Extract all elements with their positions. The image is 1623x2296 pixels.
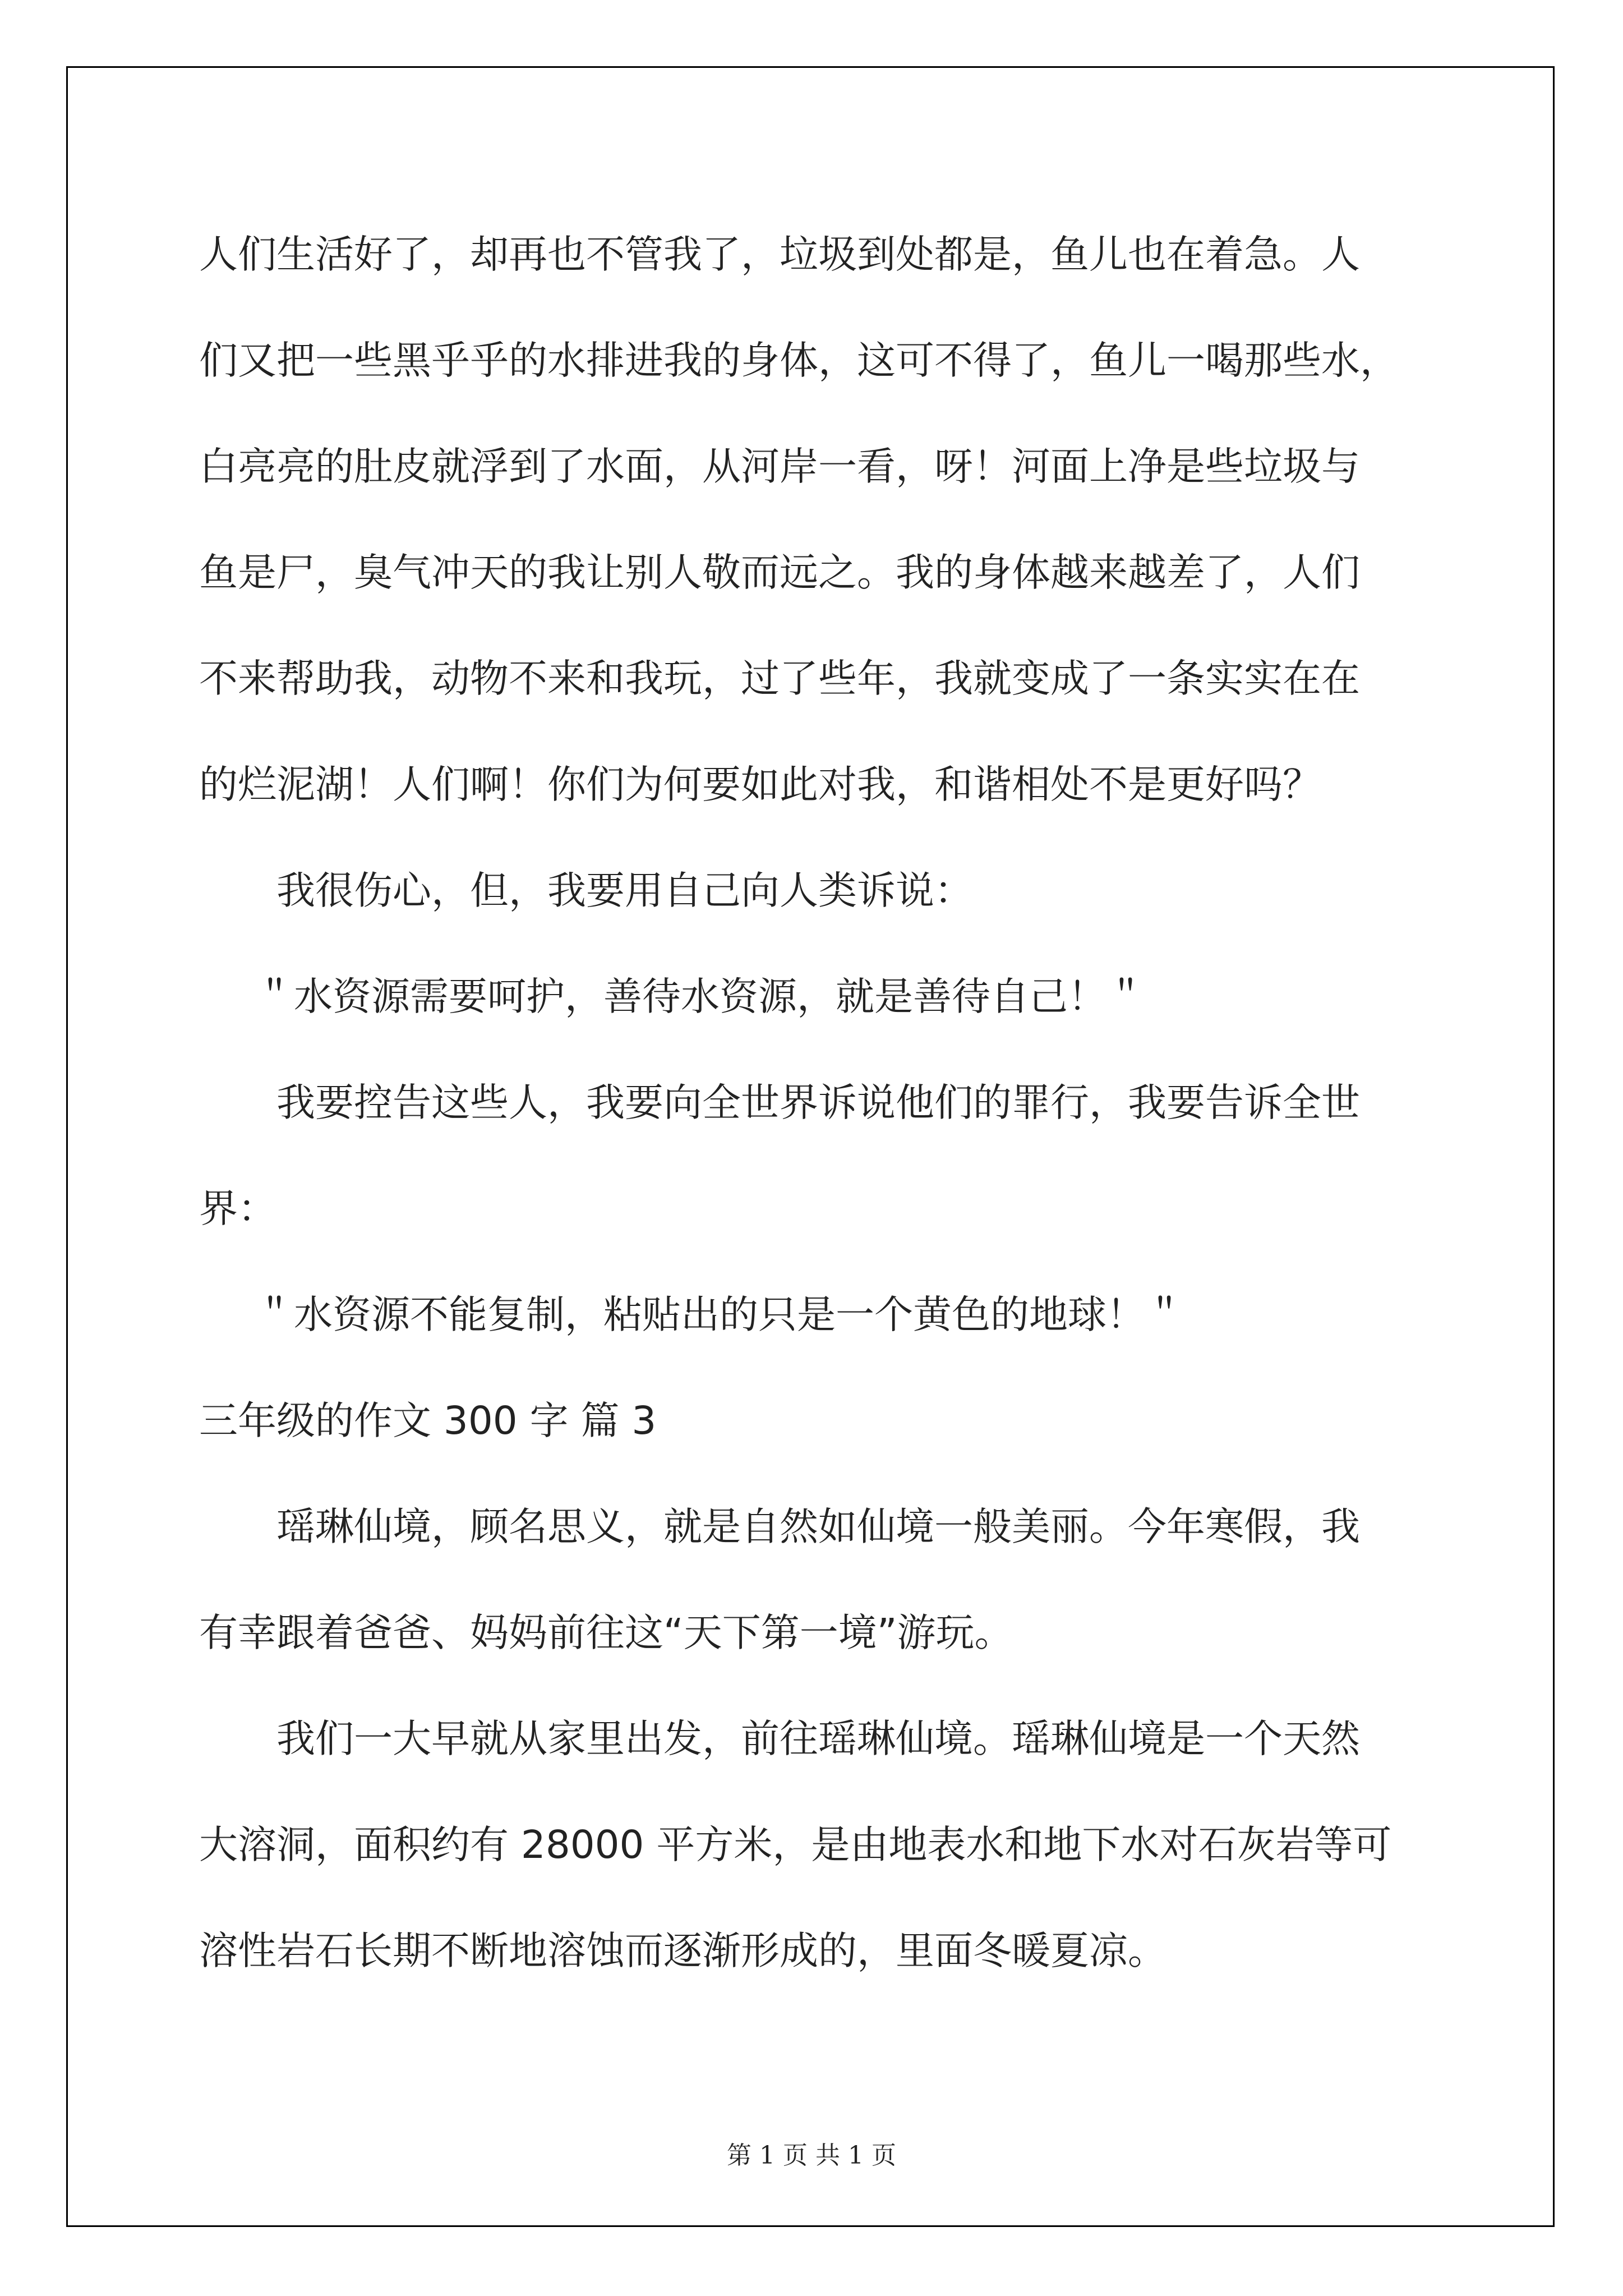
- text-line: 人们生活好了，却再也不管我了，垃圾到处都是，鱼儿也在着急。人: [199, 232, 1360, 277]
- document-body: [199, 202, 1433, 2004]
- text-line: 白亮亮的肚皮就浮到了水面，从河岸一看，呀！河面上净是些垃圾与: [199, 444, 1360, 489]
- text-line: 我们一大早就从家里出发，前往瑶琳仙境。瑶琳仙境是一个天然: [276, 1717, 1360, 1761]
- section-heading: 三年级的作文 300 字 篇 3: [199, 1398, 657, 1443]
- quote-line: ＂水资源需要呵护，善待水资源，就是善待自己！＂: [255, 974, 1145, 1019]
- quote-line: ＂水资源不能复制，粘贴出的只是一个黄色的地球！＂: [255, 1292, 1184, 1337]
- text-line: 的烂泥湖！人们啊！你们为何要如此对我，和谐相处不是更好吗？: [199, 762, 1321, 807]
- text-line: 溶性岩石长期不断地溶蚀而逐渐形成的，里面冬暖夏凉。: [199, 1929, 1166, 1973]
- text-line: 瑶琳仙境，顾名思义，就是自然如仙境一般美丽。今年寒假，我: [276, 1504, 1360, 1549]
- text-line: 有幸跟着爸爸、妈妈前往这“天下第一境”游玩。: [199, 1611, 1013, 1655]
- text-line: 我要控告这些人，我要向全世界诉说他们的罪行，我要告诉全世: [276, 1080, 1360, 1125]
- text-line: 鱼是尸，臭气冲天的我让别人敬而远之。我的身体越来越差了，人们: [199, 550, 1360, 595]
- text-line: 大溶洞，面积约有 28000 平方米，是由地表水和地下水对石灰岩等可: [199, 1823, 1392, 1867]
- page-footer: 第 1 页 共 1 页: [727, 2141, 896, 2170]
- text-line: 我很伤心，但，我要用自己向人类诉说：: [276, 868, 973, 913]
- text-line: 界：: [199, 1186, 276, 1231]
- text-line: 们又把一些黑乎乎的水排进我的身体，这可不得了，鱼儿一喝那些水，: [199, 338, 1399, 383]
- text-line: 不来帮助我，动物不来和我玩，过了些年，我就变成了一条实实在在: [199, 656, 1360, 701]
